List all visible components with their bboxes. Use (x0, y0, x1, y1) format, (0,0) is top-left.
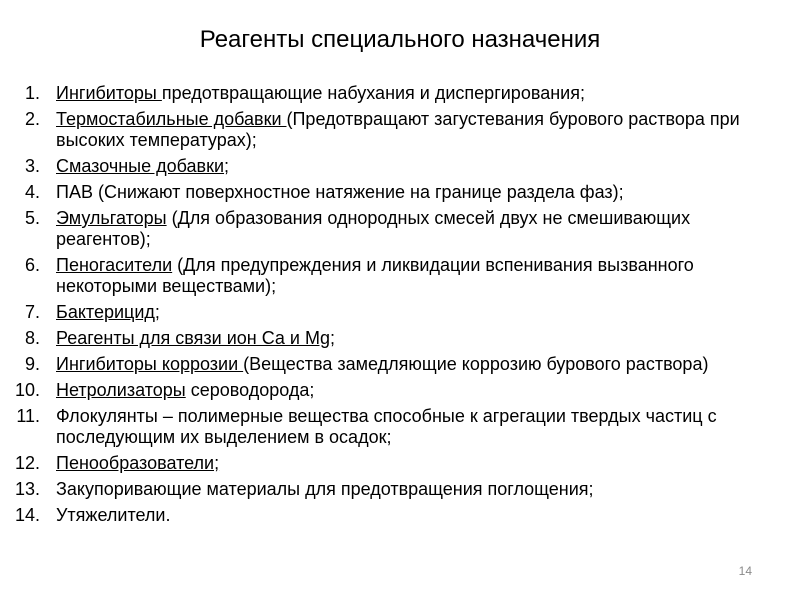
list-item (0, 453, 780, 474)
list-item-number: 5. (24, 208, 40, 228)
list-item-text: ПАВ (Снижают поверхностное натяжение на границе раздела фаз); (56, 182, 624, 202)
list-item (0, 328, 780, 349)
list-item-term: Пенообразователи; (56, 453, 220, 473)
list-item (0, 83, 780, 104)
list-item-text: (Вещества замедляющие коррозию бурового раствора) (243, 354, 709, 374)
list-item (0, 208, 780, 250)
list-item (0, 406, 780, 448)
list-item-text: Закупоривающие материалы для предотвращения поглощения; (56, 479, 594, 499)
list-item-term: Ингибиторы коррозии (56, 354, 244, 374)
page-number: 14 (738, 564, 752, 578)
list-item-number: 1. (24, 83, 40, 103)
list-item-number: 10. (14, 380, 40, 400)
list-item (0, 302, 780, 323)
list-item (0, 109, 780, 151)
list-item-number: 3. (24, 156, 40, 176)
list-item-number: 4. (24, 182, 40, 202)
list-item-text: (Предотвращают загустевания бурового раствора при высоких температурах); (56, 109, 740, 150)
list-item (0, 182, 780, 203)
reagent-list (0, 83, 780, 531)
list-item-text: (Для предупреждения и ликвидации вспенивания вызванного некоторыми веществами); (56, 255, 694, 296)
list-item-term: Эмульгаторы (56, 208, 167, 228)
list-item-number: 7. (24, 302, 40, 322)
list-item-text: (Для образования однородных смесей двух не смешивающих реагентов); (56, 208, 691, 249)
list-item-term: Бактерицид; (56, 302, 160, 322)
list-item-number: 9. (24, 354, 40, 374)
list-item-text: ; (224, 156, 230, 176)
list-item-term: Смазочные добавки (56, 156, 225, 176)
list-item-text: Флокулянты – полимерные вещества способные к агрегации твердых частиц с последующим их выделением в осадок; (56, 406, 717, 447)
list-item (0, 505, 780, 526)
list-item (0, 479, 780, 500)
list-item (0, 380, 780, 401)
slide-title: Реагенты специального назначения (199, 26, 601, 53)
list-item-term: Термостабильные добавки (56, 109, 287, 129)
list-item-number: 12. (14, 453, 40, 473)
list-item-number: 13. (14, 479, 40, 499)
list-item-number: 14. (14, 505, 40, 525)
list-item-text: предотвращающие набухания и диспергирования; (161, 83, 585, 103)
list-item-term: Реагенты для связи ион Са и Mg; (56, 328, 335, 348)
list-item (0, 255, 780, 297)
list-item-term: Пеногасители (56, 255, 173, 275)
list-item-number: 11. (16, 406, 40, 426)
list-item-number: 2. (24, 109, 40, 129)
list-item-text: Утяжелители. (56, 505, 171, 525)
list-item-term: Ингибиторы (56, 83, 162, 103)
list-item-text: сероводорода; (185, 380, 315, 400)
list-item-number: 8. (24, 328, 40, 348)
list-item (0, 354, 780, 375)
list-item (0, 156, 780, 177)
list-item-term: Нетролизаторы (56, 380, 186, 400)
list-item-number: 6. (24, 255, 40, 275)
